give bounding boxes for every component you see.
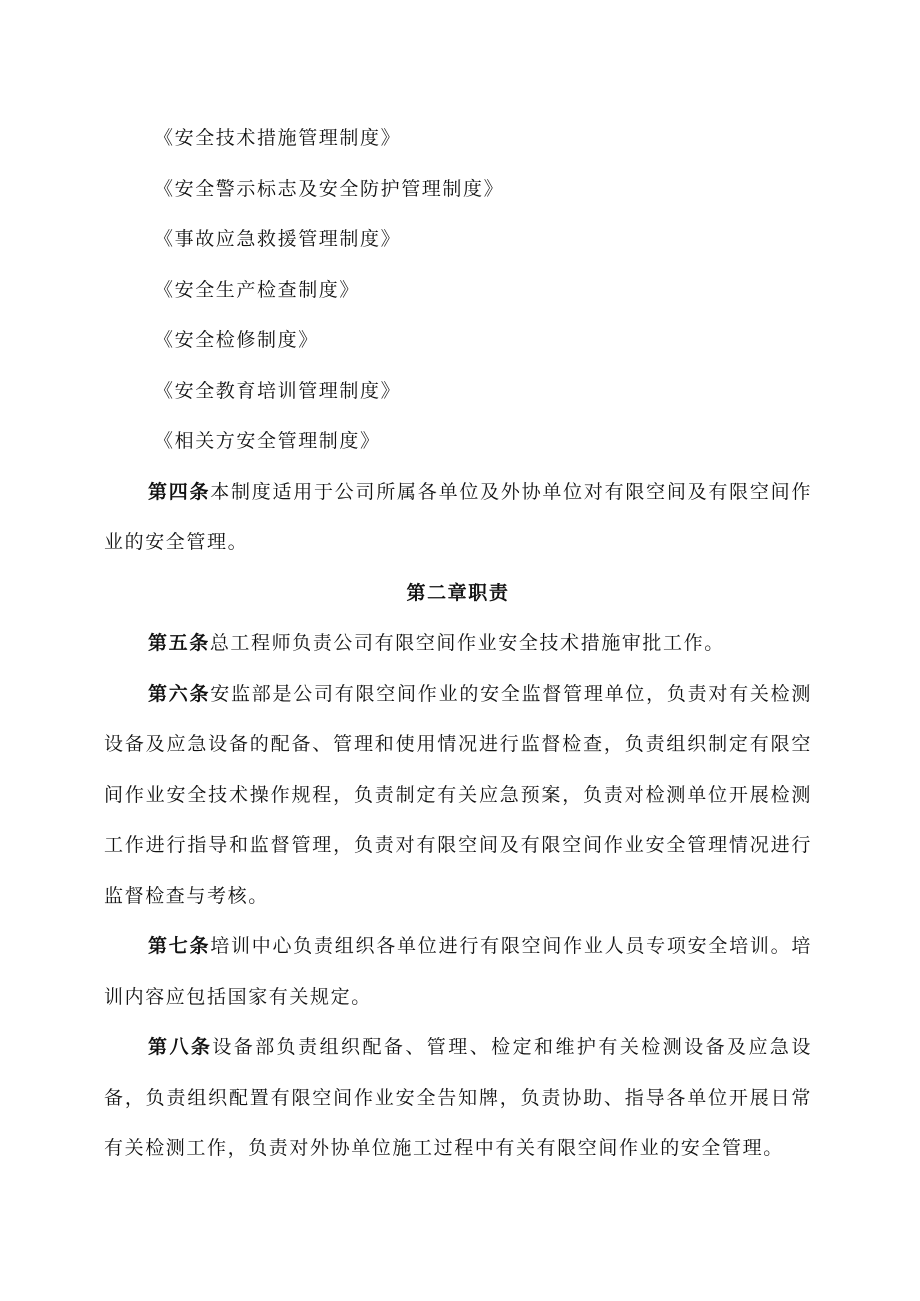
chapter-2-title: 第二章职责 — [406, 581, 510, 604]
article-5-label: 第五条 — [148, 632, 210, 654]
article-7-label: 第七条 — [148, 935, 211, 957]
reference-item: 《安全生产检查制度》 — [154, 278, 361, 301]
article-4 — [104, 467, 812, 568]
reference-list — [104, 113, 812, 467]
reference-item: 《安全检修制度》 — [154, 329, 319, 351]
article-4-label: 第四条 — [148, 480, 211, 503]
article-6-text: 安监部是公司有限空间作业的安全监督管理单位，负责对有关检测设备及应急设备的配备、管理和使用情况进行监督检查，负责组织制定有限空间作业安全技术操作规程，负责制定有关应急预案，负责对检测单位开展检测工作进行指导和监督管理，负责对有限空间及有限空间作业安全管理情况进行监督检查与考核。 — [104, 682, 812, 907]
article-8 — [104, 1022, 812, 1174]
article-8-text: 设备部负责组织配备、管理、检定和维护有关检测设备及应急设备，负责组织配置有限空间作业安全告知牌，负责协助、指导各单位开展日常有关检测工作，负责对外协单位施工过程中有关有限空间作业的安全管理。 — [104, 1036, 812, 1159]
article-7 — [104, 921, 812, 1022]
article-6 — [104, 669, 812, 922]
reference-item: 《相关方安全管理制度》 — [154, 430, 381, 452]
reference-item: 《安全警示标志及安全防护管理制度》 — [154, 177, 505, 200]
article-5-text: 总工程师负责公司有限空间作业安全技术措施审批工作。 — [209, 632, 725, 654]
article-7-text: 培训中心负责组织各单位进行有限空间作业人员专项安全培训。培训内容应包括国家有关规定。 — [104, 935, 812, 1008]
reference-item: 《安全技术措施管理制度》 — [154, 127, 402, 149]
reference-item: 《安全教育培训管理制度》 — [154, 379, 402, 402]
article-4-text: 本制度适用于公司所属各单位及外协单位对有限空间及有限空间作业的安全管理。 — [104, 480, 812, 553]
article-6-label: 第六条 — [148, 682, 211, 705]
reference-item: 《事故应急救援管理制度》 — [154, 228, 402, 250]
article-5 — [104, 618, 812, 669]
article-8-label: 第八条 — [148, 1036, 213, 1058]
